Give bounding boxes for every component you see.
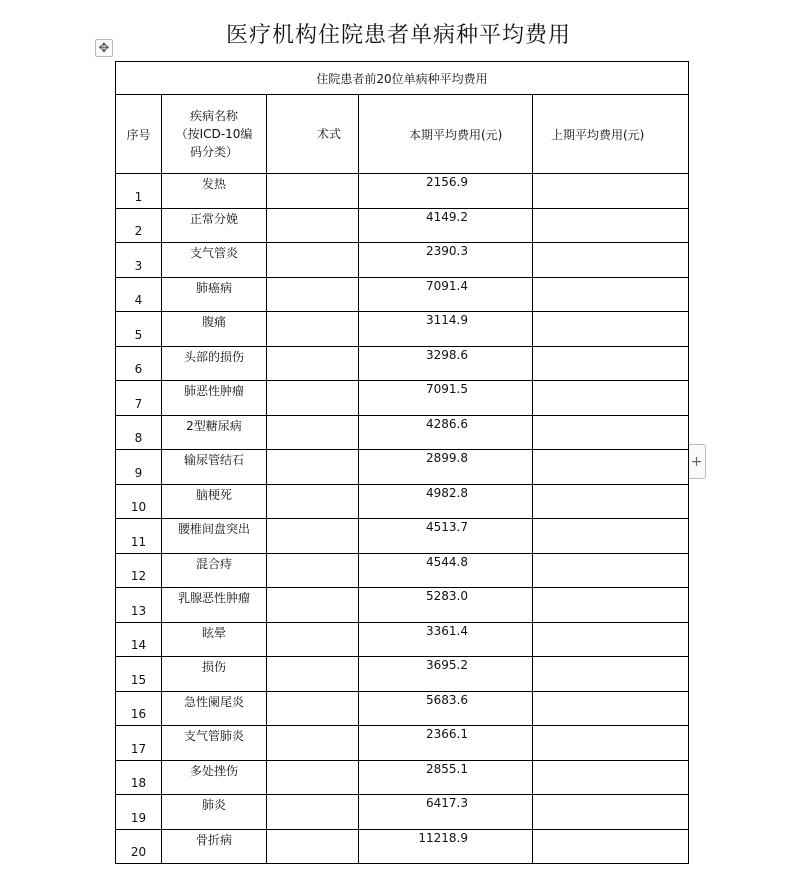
- row-seq: 2: [116, 208, 162, 243]
- row-seq: 5: [116, 312, 162, 347]
- row-surgery: [267, 312, 359, 347]
- plus-icon[interactable]: +: [688, 444, 706, 479]
- row-surgery: [267, 760, 359, 795]
- header-surgery: 术式: [267, 95, 359, 174]
- row-previous-avg: [533, 795, 689, 830]
- row-disease-name: 损伤: [162, 657, 267, 692]
- row-current-avg: 4982.8: [359, 484, 533, 519]
- row-current-avg: 2366.1: [359, 726, 533, 761]
- table-row: [116, 346, 689, 381]
- row-current-avg: 3695.2: [359, 657, 533, 692]
- row-seq: 3: [116, 243, 162, 278]
- row-surgery: [267, 381, 359, 416]
- table-row: [116, 795, 689, 830]
- row-disease-name: 脑梗死: [162, 484, 267, 519]
- row-previous-avg: [533, 243, 689, 278]
- table-row: [116, 312, 689, 347]
- row-previous-avg: [533, 519, 689, 554]
- table-row: [116, 519, 689, 554]
- row-current-avg: 4149.2: [359, 208, 533, 243]
- row-seq: 11: [116, 519, 162, 554]
- row-current-avg: 4544.8: [359, 553, 533, 588]
- row-disease-name: 乳腺恶性肿瘤: [162, 588, 267, 623]
- row-disease-name: 腹痛: [162, 312, 267, 347]
- table-row: [116, 243, 689, 278]
- row-current-avg: 2390.3: [359, 243, 533, 278]
- row-previous-avg: [533, 622, 689, 657]
- row-previous-avg: [533, 691, 689, 726]
- row-disease-name: 2型糖尿病: [162, 415, 267, 450]
- row-current-avg: 4513.7: [359, 519, 533, 554]
- row-seq: 10: [116, 484, 162, 519]
- header-name-line1: 疾病名称: [189, 109, 238, 123]
- row-seq: 15: [116, 657, 162, 692]
- row-disease-name: 头部的损伤: [162, 346, 267, 381]
- row-surgery: [267, 588, 359, 623]
- row-disease-name: 发热: [162, 174, 267, 209]
- row-disease-name: 多处挫伤: [162, 760, 267, 795]
- row-current-avg: 3114.9: [359, 312, 533, 347]
- row-disease-name: 肺癌病: [162, 277, 267, 312]
- row-previous-avg: [533, 312, 689, 347]
- header-disease-name: [162, 95, 267, 174]
- row-current-avg: 11218.9: [359, 829, 533, 864]
- table-row: [116, 553, 689, 588]
- row-previous-avg: [533, 588, 689, 623]
- row-seq: 14: [116, 622, 162, 657]
- row-seq: 8: [116, 415, 162, 450]
- row-surgery: [267, 691, 359, 726]
- table-row: [116, 622, 689, 657]
- row-previous-avg: [533, 277, 689, 312]
- header-previous-avg: 上期平均费用(元): [533, 95, 689, 174]
- table-row: [116, 726, 689, 761]
- row-disease-name: 急性阑尾炎: [162, 691, 267, 726]
- row-seq: 13: [116, 588, 162, 623]
- table-row: [116, 760, 689, 795]
- row-previous-avg: [533, 760, 689, 795]
- row-surgery: [267, 174, 359, 209]
- row-current-avg: 6417.3: [359, 795, 533, 830]
- row-previous-avg: [533, 174, 689, 209]
- row-disease-name: 正常分娩: [162, 208, 267, 243]
- row-previous-avg: [533, 829, 689, 864]
- row-surgery: [267, 277, 359, 312]
- table-row: [116, 657, 689, 692]
- row-disease-name: 支气管肺炎: [162, 726, 267, 761]
- row-previous-avg: [533, 553, 689, 588]
- table-row: [116, 588, 689, 623]
- row-disease-name: 骨折病: [162, 829, 267, 864]
- row-current-avg: 2855.1: [359, 760, 533, 795]
- table-caption: 住院患者前20位单病种平均费用: [116, 62, 689, 95]
- row-seq: 6: [116, 346, 162, 381]
- table-row: [116, 829, 689, 864]
- row-seq: 12: [116, 553, 162, 588]
- row-seq: 19: [116, 795, 162, 830]
- row-disease-name: 腰椎间盘突出: [162, 519, 267, 554]
- row-current-avg: 2156.9: [359, 174, 533, 209]
- row-surgery: [267, 208, 359, 243]
- table-row: [116, 450, 689, 485]
- row-surgery: [267, 829, 359, 864]
- row-previous-avg: [533, 208, 689, 243]
- header-current-avg: 本期平均费用(元): [359, 95, 533, 174]
- row-previous-avg: [533, 415, 689, 450]
- row-disease-name: 输尿管结石: [162, 450, 267, 485]
- table-row: [116, 277, 689, 312]
- row-seq: 7: [116, 381, 162, 416]
- row-current-avg: 3361.4: [359, 622, 533, 657]
- row-surgery: [267, 795, 359, 830]
- row-previous-avg: [533, 657, 689, 692]
- row-surgery: [267, 553, 359, 588]
- row-surgery: [267, 519, 359, 554]
- row-previous-avg: [533, 381, 689, 416]
- row-previous-avg: [533, 346, 689, 381]
- row-surgery: [267, 657, 359, 692]
- row-previous-avg: [533, 484, 689, 519]
- header-name-line3: 码分类）: [189, 145, 238, 159]
- row-seq: 17: [116, 726, 162, 761]
- row-surgery: [267, 243, 359, 278]
- table-row: [116, 381, 689, 416]
- table-row: [116, 415, 689, 450]
- caption-row: [116, 62, 689, 95]
- row-seq: 16: [116, 691, 162, 726]
- row-disease-name: 眩晕: [162, 622, 267, 657]
- row-disease-name: 肺炎: [162, 795, 267, 830]
- document-title: 医疗机构住院患者单病种平均费用: [225, 23, 571, 48]
- row-surgery: [267, 346, 359, 381]
- header-seq: 序号: [116, 95, 162, 174]
- row-surgery: [267, 726, 359, 761]
- row-current-avg: 7091.4: [359, 277, 533, 312]
- row-seq: 18: [116, 760, 162, 795]
- row-seq: 20: [116, 829, 162, 864]
- row-previous-avg: [533, 726, 689, 761]
- row-current-avg: 4286.6: [359, 415, 533, 450]
- move-icon[interactable]: ✥: [95, 39, 113, 57]
- row-disease-name: 肺恶性肿瘤: [162, 381, 267, 416]
- row-surgery: [267, 450, 359, 485]
- table-row: [116, 484, 689, 519]
- row-disease-name: 混合痔: [162, 553, 267, 588]
- table-row: [116, 174, 689, 209]
- row-current-avg: 3298.6: [359, 346, 533, 381]
- row-current-avg: 7091.5: [359, 381, 533, 416]
- row-previous-avg: [533, 450, 689, 485]
- fee-table: [115, 61, 689, 864]
- header-row: [116, 95, 689, 174]
- row-current-avg: 2899.8: [359, 450, 533, 485]
- row-seq: 4: [116, 277, 162, 312]
- row-surgery: [267, 484, 359, 519]
- header-name-line2: （按ICD-10编: [175, 127, 253, 141]
- row-current-avg: 5283.0: [359, 588, 533, 623]
- row-seq: 9: [116, 450, 162, 485]
- row-seq: 1: [116, 174, 162, 209]
- row-surgery: [267, 415, 359, 450]
- table-row: [116, 208, 689, 243]
- row-surgery: [267, 622, 359, 657]
- row-disease-name: 支气管炎: [162, 243, 267, 278]
- row-current-avg: 5683.6: [359, 691, 533, 726]
- table-row: [116, 691, 689, 726]
